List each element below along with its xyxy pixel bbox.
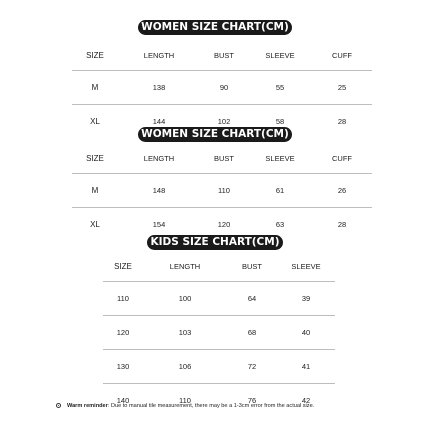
cuff-cell: 26 (337, 185, 347, 195)
header-bust: BUST (241, 262, 262, 272)
warm-reminder-colon: : (107, 403, 111, 409)
bust-cell: 120 (217, 219, 231, 229)
sleeve-cell: 39 (301, 293, 311, 303)
table-header-row (72, 145, 372, 173)
warm-reminder-note (56, 403, 314, 409)
bust-cell: 110 (218, 185, 230, 195)
header-length: LENGTH (143, 154, 175, 164)
reminder-bullet-icon (56, 403, 61, 408)
kids-size-table (103, 253, 335, 417)
header-sleeve: SLEEVE (265, 51, 295, 61)
cuff-cell: 25 (337, 82, 347, 92)
header-size: SIZE (86, 154, 104, 164)
bust-cell: 90 (219, 82, 229, 92)
sleeve-cell: 42 (301, 395, 311, 405)
length-cell: 110 (179, 395, 191, 405)
header-size: SIZE (86, 51, 104, 61)
warm-reminder-label: Warm reminder (67, 403, 108, 409)
bust-cell: 76 (247, 395, 257, 405)
sleeve-cell: 58 (275, 116, 285, 126)
length-cell: 138 (152, 82, 166, 92)
table-header-row (72, 42, 372, 70)
header-cuff: CUFF (332, 51, 352, 61)
header-size: SIZE (114, 262, 132, 272)
table-row (103, 383, 335, 417)
sleeve-cell: 55 (275, 82, 285, 92)
table-header-row (103, 253, 335, 281)
header-length: LENGTH (169, 262, 201, 272)
size-cell: XL (90, 116, 100, 126)
women-size-table-2 (72, 145, 372, 241)
length-cell: 100 (178, 293, 192, 303)
length-cell: 103 (178, 327, 192, 337)
cuff-cell: 28 (337, 219, 347, 229)
size-cell: 110 (117, 293, 129, 303)
header-bust: BUST (213, 154, 234, 164)
sleeve-cell: 61 (275, 185, 285, 195)
women-size-table-1 (72, 42, 372, 138)
women-chart-1-title: WOMEN SIZE CHART(CM) (138, 20, 292, 35)
sleeve-cell: 41 (301, 361, 311, 371)
header-cuff: CUFF (332, 154, 352, 164)
header-length: LENGTH (143, 51, 175, 61)
length-cell: 148 (152, 185, 166, 195)
size-cell: 140 (116, 395, 130, 405)
cuff-cell: 28 (337, 116, 347, 126)
table-row (103, 281, 335, 315)
table-row (72, 70, 372, 104)
bust-cell: 64 (247, 293, 257, 303)
length-cell: 106 (178, 361, 192, 371)
header-sleeve: SLEEVE (291, 262, 321, 272)
header-sleeve: SLEEVE (265, 154, 295, 164)
length-cell: 154 (152, 219, 166, 229)
bust-cell: 68 (247, 327, 257, 337)
header-bust: BUST (213, 51, 234, 61)
sleeve-cell: 40 (301, 327, 311, 337)
bust-cell: 72 (247, 361, 257, 371)
size-cell: XL (90, 219, 100, 229)
table-row (103, 349, 335, 383)
sleeve-cell: 63 (275, 219, 285, 229)
warm-reminder-text: Due to manual tile measurement, there may be a 1-3cm error from the actual size. (110, 403, 315, 409)
bust-cell: 102 (217, 116, 231, 126)
size-cell: 130 (116, 361, 130, 371)
size-cell: 120 (116, 327, 130, 337)
size-cell: M (91, 185, 99, 195)
table-row (103, 315, 335, 349)
table-row (72, 173, 372, 207)
size-cell: M (91, 82, 99, 92)
women-chart-2-title: WOMEN SIZE CHART(CM) (138, 127, 292, 142)
length-cell: 144 (152, 116, 166, 126)
kids-chart-title: KIDS SIZE CHART(CM) (147, 235, 283, 250)
